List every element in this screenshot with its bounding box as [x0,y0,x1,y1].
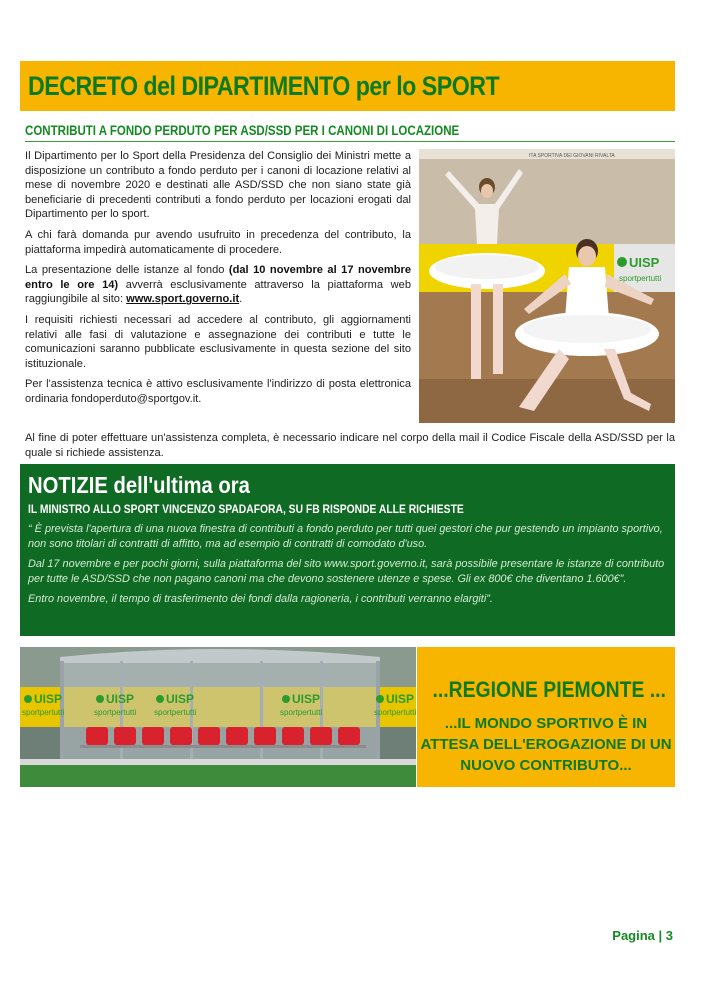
p3-text-middle: avverrà esclusivamente attraverso la piattaforma web raggiungibile al sito: [25,278,411,306]
bench-uisp-tag-3: sportpertutti [280,708,323,717]
bench-uisp-tag-5: sportpertutti [94,708,137,717]
bench-uisp-tag-1: sportpertutti [22,708,65,717]
region-box [417,647,675,787]
bench-uisp-logo-4: UISP [386,692,415,706]
news-paragraph-3: Entro novembre, il tempo di trasferimento dei fondi dalla ragioneria, i contributi verranno elargiti”. [28,593,493,605]
bench-photo [20,647,416,787]
region-line-2: ATTESA DELL'EROGAZIONE DI UN [420,736,672,753]
bench-uisp-tag-4: sportpertutti [374,708,416,717]
news-title: NOTIZIE dell'ultima ora [28,472,250,498]
bench-uisp-logo-3: UISP [292,692,321,706]
news-paragraph-1: “ È prevista l'apertura di una nuova finestra di contributi a fondo perduto per tutti quei gestori che pur gestendo un impianto sportivo, non sono titolari di contratti di affitto, ma ad esempio di contratti di comodato d'uso. [28,523,663,550]
region-line-3: NUOVO CONTRIBUTO... [460,757,632,774]
bench-photo-illustration [20,647,416,787]
p3-text-start: La presentazione delle istanze al fondo [25,264,229,277]
article-paragraph-1: Il Dipartimento per lo Sport della Presidenza del Consiglio dei Ministri mette a disposizione un contributo a fondo perduto per i canoni di locazione relativi al mese di novembre 2020 e destinati alle ASD/SSD che non siano state già beneficiarie di precedenti contributi a fondo perduto per locazioni erogati dal Dipartimento per lo sport. [25,150,411,221]
news-box [20,464,675,636]
photo-uisp-logo: UISP [629,255,660,270]
ballet-photo-illustration [419,149,675,423]
page-number: Pagina | 3 [612,928,673,943]
bench-uisp-logo-2: UISP [166,692,195,706]
region-message [417,713,675,776]
news-body [28,522,668,612]
sport-governo-link[interactable]: www.sport.governo.it [126,293,240,306]
subtitle-divider [25,141,675,142]
photo-uisp-tag: sportpertutti [619,274,662,283]
news-paragraph-2: Dal 17 novembre e per pochi giorni, sulla piattaforma del sito www.sport.governo.it, sarà possibile presentare le istanze di contributo per tutte le ASD/SSD che non pagano canoni ma che devono sostenere utenze e spese. Gli ex 800€ che diventano 1.600€”. [28,558,665,585]
p3-text-end: . [239,293,243,306]
article-paragraph-4: I requisiti richiesti necessari ad accedere al contributo, gli aggiornamenti relativi alle fasi di valutazione e assegnazione dei contributi e tutte le comunicazioni saranno pubblicate esclusivamente in questa sezione del sito istituzionale. [25,313,411,370]
article-paragraph-2: A chi farà domanda pur avendo usufruito in precedenza del contributo, la piattaforma impedirà automaticamente di procedere. [25,228,411,256]
bench-uisp-logo-1: UISP [34,692,63,706]
assistance-paragraph: Al fine di poter effettuare un'assistenza completa, è necessario indicare nel corpo della mail il Codice Fiscale della ASD/SSD per la quale si richiede assistenza. [25,432,675,459]
page-title: DECRETO del DIPARTIMENTO per lo SPORT [28,71,500,101]
article-body [25,149,411,413]
article-paragraph-5: Per l'assistenza tecnica è attivo esclusivamente l'indirizzo di posta elettronica ordinaria fondoperduto@sportgov.it. [25,378,411,405]
article-paragraph-3 [25,263,411,307]
bench-uisp-tag-2: sportpertutti [154,708,197,717]
section-subtitle: CONTRIBUTI A FONDO PERDUTO PER ASD/SSD PER I CANONI DI LOCAZIONE [25,123,460,138]
region-title: ...REGIONE PIEMONTE ... [432,677,666,702]
ballet-dancers-photo [419,149,675,423]
p3-dates: (dal 10 novembre al 17 novembre entro le ore 14) [25,264,412,291]
photo-top-banner: ITA SPORTIVA DEI GIOVANI RIVALTA [529,153,615,159]
title-banner [20,61,675,111]
bench-uisp-logo-5: UISP [106,692,135,706]
news-subtitle: IL MINISTRO ALLO SPORT VINCENZO SPADAFORA, SU FB RISPONDE ALLE RICHIESTE [28,502,464,516]
region-line-1: ...IL MONDO SPORTIVO È IN [444,715,648,732]
